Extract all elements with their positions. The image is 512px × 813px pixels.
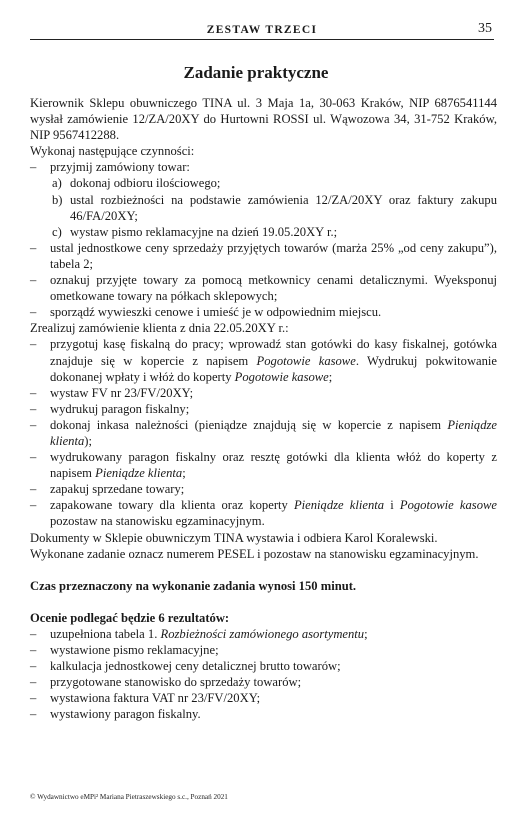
- envelope-label: Pogotowie kasowe: [256, 353, 356, 368]
- subtask-marker: b): [52, 192, 63, 207]
- order-step: [30, 497, 497, 529]
- envelope-label: Pieniądze klienta: [95, 466, 183, 481]
- envelope-label: Pieniądze klienta: [50, 417, 497, 448]
- spacer: [30, 594, 497, 610]
- result-item: – kalkulacja jednostkowej ceny detalicznej brutto towarów;: [30, 658, 497, 674]
- result-item: – wystawione pismo reklamacyjne;: [30, 642, 497, 658]
- result-text: ;: [364, 626, 368, 641]
- spacer: [30, 562, 497, 578]
- subtask-text: wystaw pismo reklamacyjne na dzień 19.05.20XY r.;: [70, 224, 338, 239]
- page-number: 35: [478, 21, 492, 36]
- page-header: [30, 18, 494, 40]
- result-item: [30, 626, 497, 642]
- order-step-text: ;: [328, 369, 333, 384]
- subtask-marker: c): [52, 224, 62, 239]
- documents-note: Dokumenty w Sklepie obuwniczym TINA wystawia i odbiera Karol Koralewski.: [30, 530, 438, 545]
- order-step-text: );: [84, 433, 92, 448]
- subtask-item: [50, 192, 497, 224]
- order-step-text: przygotuj kasę fiskalną do pracy; wprowadź stan gotówki do kasy fiskalnej, gotówka znajduje się w kopercie z napisem: [50, 337, 497, 368]
- intro-paragraph: Kierownik Sklepu obuwniczego TINA ul. 3 Maja 1a, 30-063 Kraków, NIP 6876541144 wysłał zamówienie 12/ZA/20XY do Hurtowni ROSSI ul. Wąwozowa 34, 31-752 Kraków, NIP 9567412288.: [30, 96, 497, 143]
- task-content: [30, 95, 497, 722]
- result-item: – wystawiona faktura VAT nr 23/FV/20XY;: [30, 690, 497, 706]
- receive-sublist: [50, 175, 497, 239]
- order-step-text: pozostaw na stanowisku egzaminacyjnym.: [50, 514, 265, 529]
- order-step-text: wydrukowany paragon fiskalny oraz resztę gotówki dla klienta włóż do koperty z napisem: [50, 450, 497, 481]
- subtask-text: dokonaj odbioru ilościowego;: [70, 176, 221, 191]
- task-item: – sporządź wywieszki cenowe i umieść je w odpowiednim miejscu.: [30, 304, 497, 320]
- copyright-footer: © Wydawnictwo eMPi² Mariana Pietraszewskiego s.c., Poznań 2021: [30, 793, 228, 801]
- order-intro: Zrealizuj zamówienie klienta z dnia 22.05.20XY r.:: [30, 321, 289, 336]
- order-step: [30, 417, 497, 449]
- result-text: uzupełniona tabela 1.: [50, 626, 161, 641]
- task-list: [30, 159, 497, 320]
- results-list: [30, 626, 497, 723]
- order-step-text: zapakowane towary dla klienta oraz koperty: [50, 498, 294, 513]
- subtask-text: ustal rozbieżności na podstawie zamówienia 12/ZA/20XY oraz faktury zakupu 46/FA/20XY;: [70, 192, 497, 223]
- results-heading: Ocenie podlegać będzie 6 rezultatów:: [30, 610, 230, 625]
- order-step-text: i: [384, 498, 400, 513]
- subtask-marker: a): [52, 176, 62, 191]
- section-title: ZESTAW TRZECI: [206, 24, 318, 36]
- marking-note: Wykonane zadanie oznacz numerem PESEL i pozostaw na stanowisku egzaminacyjnym.: [30, 546, 479, 561]
- order-step-text: ;: [182, 466, 186, 481]
- order-step: – wydrukuj paragon fiskalny;: [30, 401, 497, 417]
- header-rule: [30, 39, 494, 40]
- envelope-label: Pieniądze klienta: [293, 498, 385, 513]
- result-item: – przygotowane stanowisko do sprzedaży towarów;: [30, 674, 497, 690]
- result-item: – wystawiony paragon fiskalny.: [30, 706, 497, 722]
- order-step: [30, 449, 497, 481]
- time-note: Czas przeznaczony na wykonanie zadania wynosi 150 minut.: [30, 578, 357, 593]
- table-title: Rozbieżności zamówionego asortymentu: [160, 626, 365, 641]
- order-step: [30, 336, 497, 384]
- envelope-label: Pogotowie kasowe: [399, 498, 497, 513]
- order-step: – zapakuj sprzedane towary;: [30, 481, 497, 497]
- envelope-label: Pogotowie kasowe: [234, 369, 329, 384]
- task-receive-text: przyjmij zamówiony towar:: [50, 160, 190, 175]
- subtask-item: [50, 224, 497, 240]
- subtask-item: [50, 175, 497, 191]
- order-steps-list: [30, 336, 497, 529]
- task-item: – ustal jednostkowe ceny sprzedaży przyjętych towarów (marża 25% „od ceny zakupu”), tabela 2;: [30, 240, 497, 272]
- task-title: Zadanie praktyczne: [183, 63, 329, 82]
- order-step-text: dokonaj inkasa należności (pieniądze znajdują się w kopercie z napisem: [50, 417, 448, 432]
- task-item: – oznakuj przyjęte towary za pomocą metkownicy cenami detalicznymi. Wyeksponuj ometkowane towary na półkach sklepowych;: [30, 272, 497, 304]
- order-step-text: . Wydrukuj pokwitowanie dokonanej wpłaty i włóż do koperty: [50, 353, 498, 384]
- instruction-line: Wykonaj następujące czynności:: [30, 144, 195, 159]
- order-step: – wystaw FV nr 23/FV/20XY;: [30, 385, 497, 401]
- task-item-receive: [30, 159, 497, 239]
